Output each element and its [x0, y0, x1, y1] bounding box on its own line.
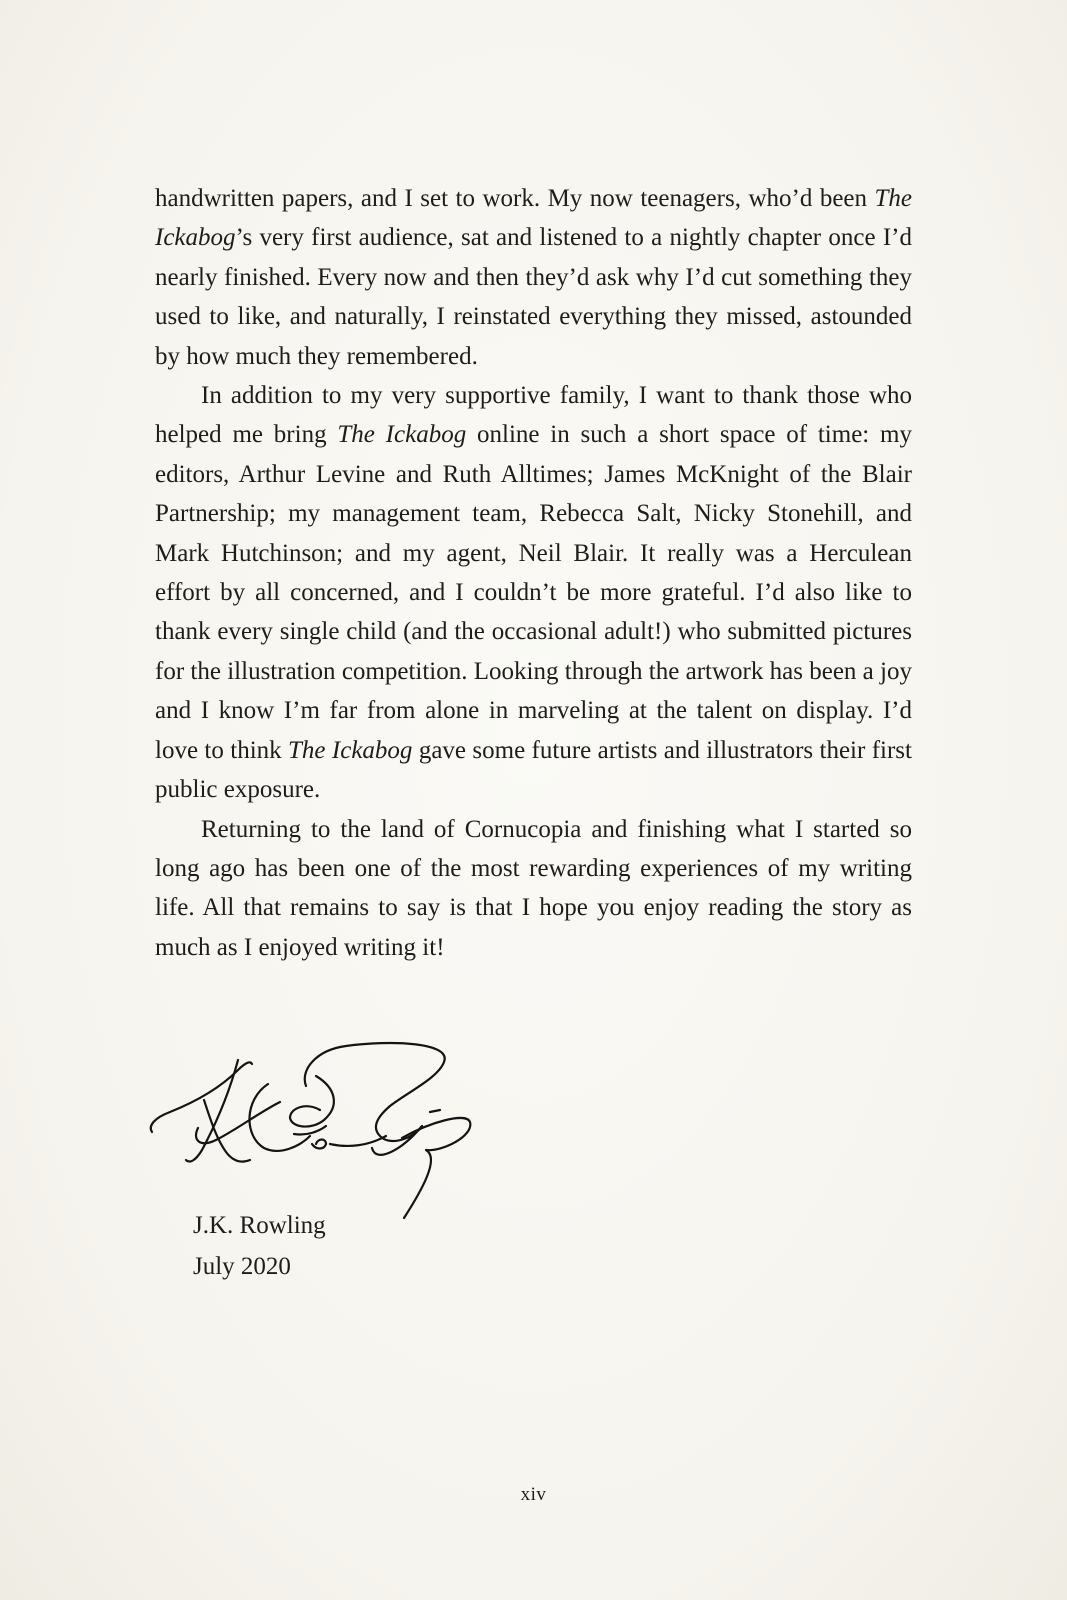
book-title-italic: The Ickabog [288, 736, 413, 764]
body-text [155, 179, 912, 967]
text-segment: ’s very first audience, sat and listened to a nightly chapter once I’d nearly finished. Every now and then they’d ask why I’d cut something they used to like, and naturally, I reinstated everything they missed, astounded by how much they remembered. [155, 224, 912, 370]
paragraph [155, 810, 912, 968]
book-title-italic: The Ickabog [337, 421, 467, 449]
book-title-italic: The Ickabog [155, 185, 912, 252]
signoff-date: July 2020 [193, 1253, 291, 1280]
text-segment: gave some future artists and illustrators their first public exposure. [155, 736, 912, 804]
paragraph [155, 179, 912, 376]
text-segment: In addition to my very supportive family, I want to thank those who helped me bring [155, 382, 912, 449]
page-number: xiv [520, 1484, 547, 1505]
paragraph [155, 376, 912, 809]
text-segment: Returning to the land of Cornucopia and finishing what I started so long ago has been one of the most rewarding experiences of my writing life. All that remains to say is that I hope you enjoy reading the story as much as I enjoyed writing it! [155, 815, 912, 961]
text-segment: handwritten papers, and I set to work. My now teenagers, who’d been [155, 185, 875, 212]
text-segment: online in such a short space of time: my editors, Arthur Levine and Ruth Alltimes; James McKnight of the Blair Partnership; my management team, Rebecca Salt, Nicky Stonehill, and Mark Hutchinson; and my agent, Neil Blair. It really was a Herculean effort by all concerned, and I couldn’t be more grateful. I’d also like to thank every single child (and the occasional adult!) who submitted pictures for the illustration competition. Looking through the artwork has been a joy and I know I’m far from alone in marveling at the talent on display. I’d love to think [155, 421, 912, 764]
author-name: J.K. Rowling [193, 1212, 326, 1239]
signoff [193, 1205, 326, 1287]
